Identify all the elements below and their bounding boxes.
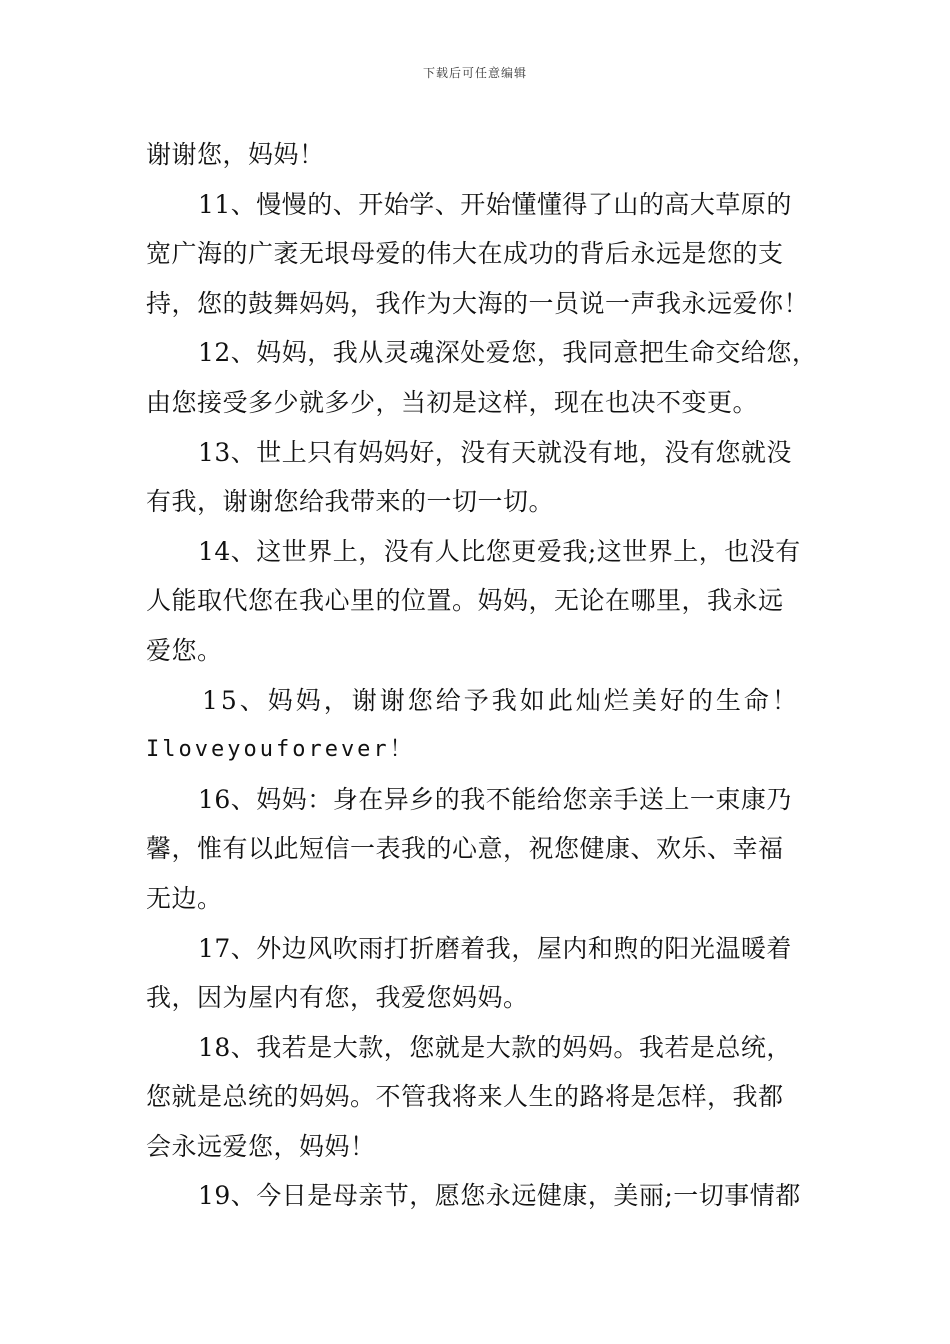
- paragraph-line: 无边。: [146, 883, 223, 913]
- paragraph-line: 19、今日是母亲节，愿您永远健康，美丽;一切事情都: [198, 1181, 801, 1211]
- paragraph-line: Iloveyouforever！: [146, 737, 415, 763]
- paragraph-line: 18、我若是大款，您就是大款的妈妈。我若是总统，: [198, 1032, 792, 1062]
- paragraph-line: 由您接受多少就多少，当初是这样，现在也决不变更。: [146, 387, 759, 417]
- paragraph-line: 您就是总统的妈妈。不管我将来人生的路将是怎样，我都: [146, 1082, 784, 1112]
- paragraph-line: 爱您。: [146, 635, 223, 665]
- paragraph-line: 12、妈妈，我从灵魂深处爱您，我同意把生命交给您，: [198, 338, 818, 368]
- paragraph-line: 人能取代您在我心里的位置。妈妈，无论在哪里，我永远: [146, 586, 784, 616]
- paragraph-line: 持，您的鼓舞妈妈，我作为大海的一员说一声我永远爱你！: [146, 288, 810, 318]
- paragraph-line: 馨，惟有以此短信一表我的心意，祝您健康、欢乐、幸福: [146, 834, 784, 864]
- paragraph-line: 14、这世界上，没有人比您更爱我;这世界上，也没有: [198, 536, 801, 566]
- paragraph-line: 15、妈妈，谢谢您给予我如此灿烂美好的生命！: [202, 685, 800, 715]
- paragraph-line: 17、外边风吹雨打折磨着我，屋内和煦的阳光温暖着: [198, 933, 792, 963]
- paragraph-line: 11、慢慢的、开始学、开始懂懂得了山的高大草原的: [198, 189, 792, 219]
- paragraph-line: 会永远爱您，妈妈！: [146, 1131, 376, 1161]
- paragraph-line: 有我，谢谢您给我带来的一切一切。: [146, 487, 555, 517]
- paragraph-line: 我，因为屋内有您，我爱您妈妈。: [146, 983, 529, 1013]
- paragraph-line: 16、妈妈：身在异乡的我不能给您亲手送上一束康乃: [198, 784, 792, 814]
- paragraph-line: 谢谢您，妈妈！: [146, 140, 325, 169]
- paragraph-line: 13、世上只有妈妈好，没有天就没有地，没有您就没: [198, 437, 792, 467]
- paragraph-line: 宽广海的广袤无垠母爱的伟大在成功的背后永远是您的支: [146, 239, 784, 269]
- page-header: 下载后可任意编辑: [422, 66, 527, 80]
- document-body: [146, 130, 816, 1221]
